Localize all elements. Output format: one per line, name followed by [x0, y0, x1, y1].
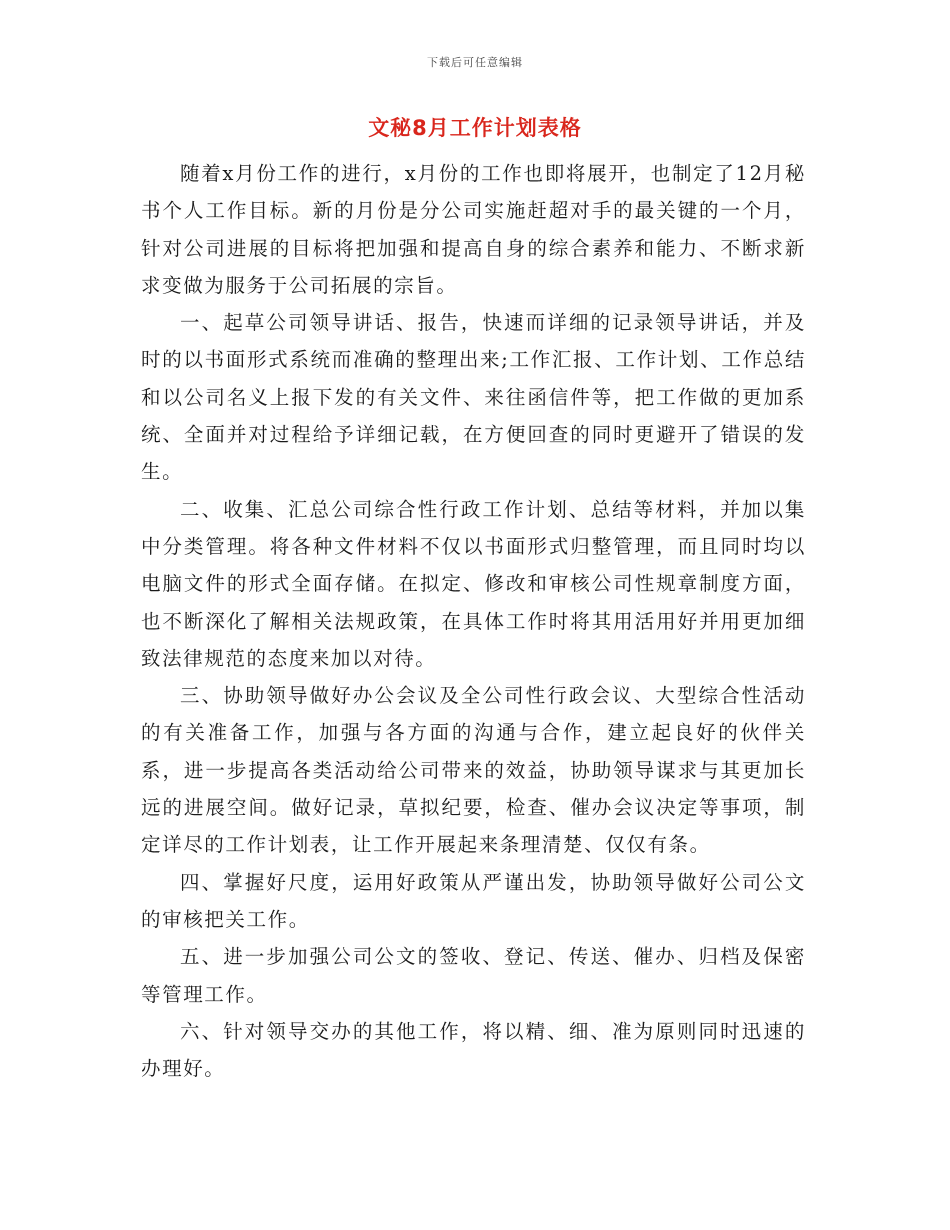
header-note: 下载后可任意编辑 — [427, 56, 523, 69]
paragraph-item-1: 一、起草公司领导讲话、报告，快速而详细的记录领导讲话，并及时的以书面形式系统而准确的整理出来;工作汇报、工作计划、工作总结和以公司名义上报下发的有关文件、来往函信件等，把工作做的更加系统、全面并对过程给予详细记载，在方便回查的同时更避开了错误的发生。 — [141, 311, 806, 484]
document-title: 文秘8月工作计划表格 — [368, 116, 582, 140]
document-body — [141, 155, 806, 1087]
paragraph-item-5: 五、进一步加强公司公文的签收、登记、传送、催办、归档及保密等管理工作。 — [141, 945, 806, 1006]
paragraph-item-3: 三、协助领导做好办公会议及全公司性行政会议、大型综合性活动的有关准备工作，加强与各方面的沟通与合作，建立起良好的伙伴关系，进一步提高各类活动给公司带来的效益，协助领导谋求与其更加长远的进展空间。做好记录，草拟纪要，检查、催办会议决定等事项，制定详尽的工作计划表，让工作开展起来条理清楚、仅仅有条。 — [141, 684, 806, 857]
paragraph-item-6: 六、针对领导交办的其他工作，将以精、细、准为原则同时迅速的办理好。 — [141, 1019, 806, 1081]
paragraph-item-2: 二、收集、汇总公司综合性行政工作计划、总结等材料，并加以集中分类管理。将各种文件材料不仅以书面形式归整管理，而且同时均以电脑文件的形式全面存储。在拟定、修改和审核公司性规章制度方面，也不断深化了解相关法规政策，在具体工作时将其用活用好并用更加细致法律规范的态度来加以对待。 — [141, 497, 806, 670]
paragraph-item-4: 四、掌握好尺度，运用好政策从严谨出发，协助领导做好公司公文的审核把关工作。 — [141, 870, 806, 931]
paragraph-intro: 随着x月份工作的进行，x月份的工作也即将展开，也制定了12月秘书个人工作目标。新的月份是分公司实施赶超对手的最关键的一个月，针对公司进展的目标将把加强和提高自身的综合素养和能力、不断求新求变做为服务于公司拓展的宗旨。 — [141, 162, 806, 297]
